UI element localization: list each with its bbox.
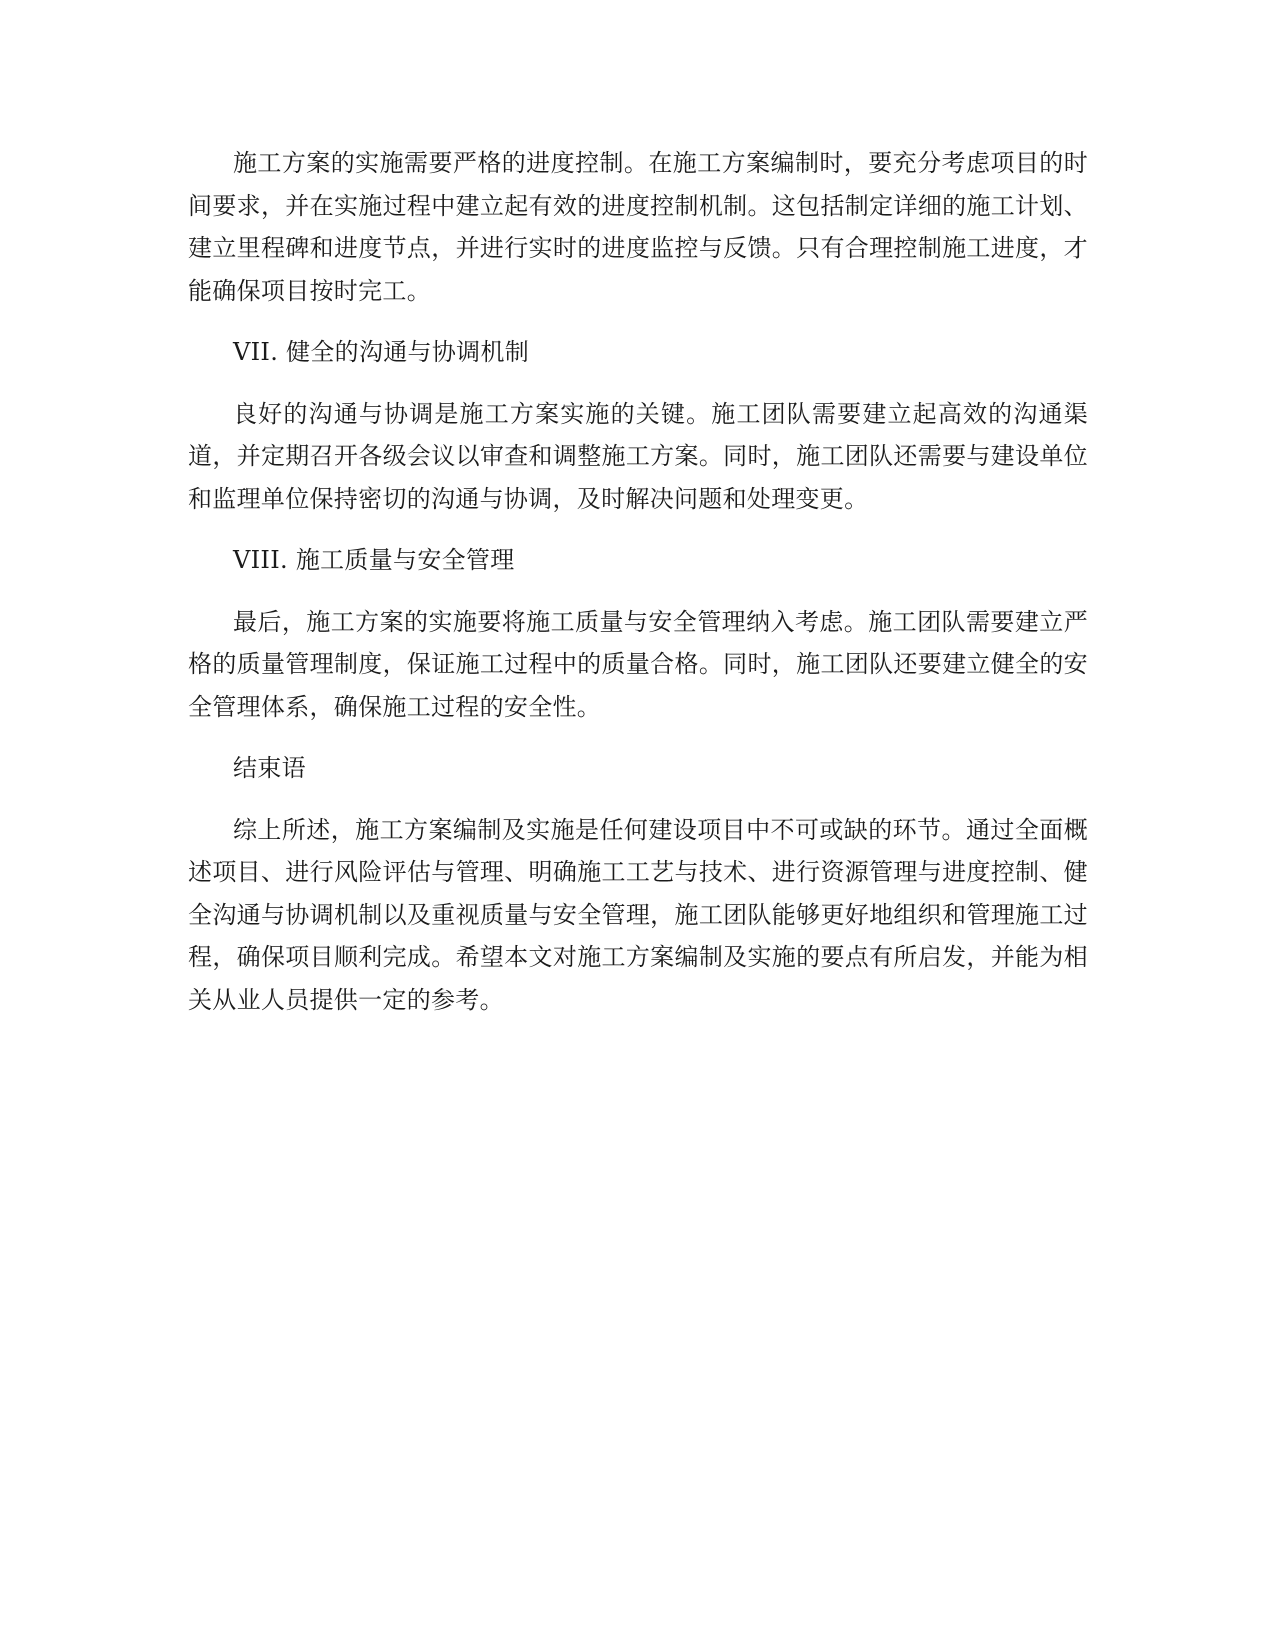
document-page <box>188 142 1088 1040</box>
paragraph-communication: 良好的沟通与协调是施工方案实施的关键。施工团队需要建立起高效的沟通渠道，并定期召开各级会议以审查和调整施工方案。同时，施工团队还需要与建设单位和监理单位保持密切的沟通与协调，及时解决问题和处理变更。 <box>188 399 1088 513</box>
section-heading-conclusion: 结束语 <box>233 754 306 782</box>
section-heading-vii: VII. 健全的沟通与协调机制 <box>233 338 530 366</box>
paragraph-conclusion: 综上所述，施工方案编制及实施是任何建设项目中不可或缺的环节。通过全面概述项目、进行风险评估与管理、明确施工工艺与技术、进行资源管理与进度控制、健全沟通与协调机制以及重视质量与安全管理，施工团队能够更好地组织和管理施工过程，确保项目顺利完成。希望本文对施工方案编制及实施的要点有所启发，并能为相关从业人员提供一定的参考。 <box>188 815 1088 1014</box>
paragraph-progress-control: 施工方案的实施需要严格的进度控制。在施工方案编制时，要充分考虑项目的时间要求，并在实施过程中建立起有效的进度控制机制。这包括制定详细的施工计划、建立里程碑和进度节点，并进行实时的进度监控与反馈。只有合理控制施工进度，才能确保项目按时完工。 <box>188 149 1088 305</box>
section-heading-viii: VIII. 施工质量与安全管理 <box>233 546 515 574</box>
paragraph-quality-safety: 最后，施工方案的实施要将施工质量与安全管理纳入考虑。施工团队需要建立严格的质量管理制度，保证施工过程中的质量合格。同时，施工团队还要建立健全的安全管理体系，确保施工过程的安全性。 <box>188 607 1088 721</box>
